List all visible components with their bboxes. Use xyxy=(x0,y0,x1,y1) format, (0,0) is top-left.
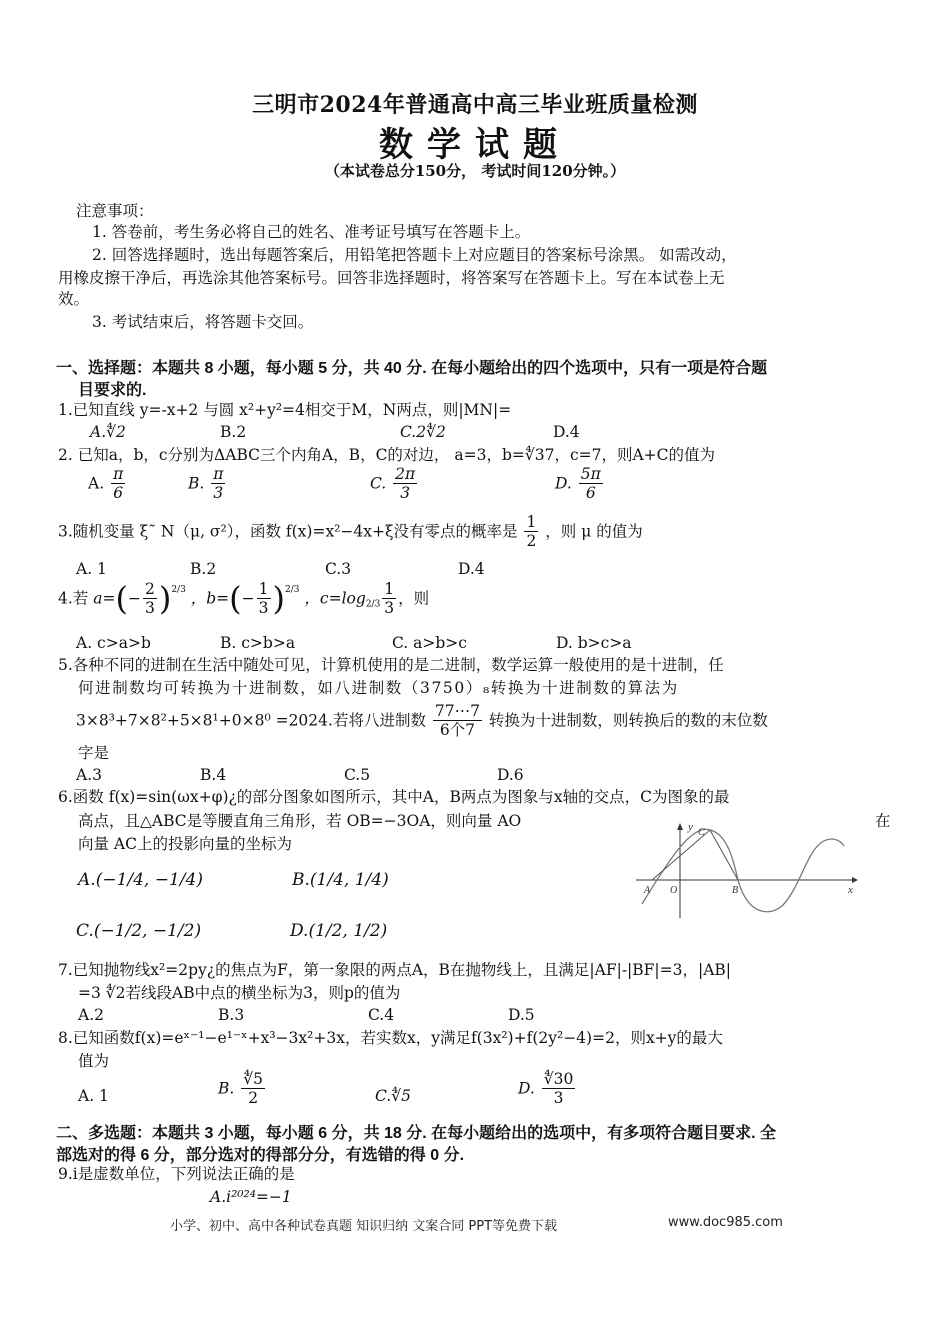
q8-line-2: 值为 xyxy=(78,1052,110,1070)
q9-stem: 9.i是虚数单位，下列说法正确的是 xyxy=(58,1165,295,1183)
section2-heading-cont: 部选对的得 6 分，部分选对的得部分分，有选错的得 0 分. xyxy=(56,1147,465,1164)
q4-a-exponent: 2/3 xyxy=(171,585,186,595)
q1-option-d: D.4 xyxy=(553,423,580,441)
notice-item-1: 1. 答卷前，考生务必将自己的姓名、准考证号填写在答题卡上。 xyxy=(92,223,531,241)
exam-note: （本试卷总分150分， 考试时间120分钟。） xyxy=(324,162,626,180)
q4-b-exponent: 2/3 xyxy=(285,585,300,595)
q4-c-den: 3 xyxy=(384,599,395,617)
q6-option-a-label: A. xyxy=(78,870,96,890)
q6-line-2-tail: 在 xyxy=(875,812,891,830)
q2-option-d xyxy=(555,465,605,502)
q2-b-num: π xyxy=(213,465,224,483)
q4-c-base: 2/3 xyxy=(365,599,381,610)
q2-option-a xyxy=(88,465,127,502)
q6-option-d-label: D. xyxy=(290,921,309,941)
q4-a-den: 3 xyxy=(144,599,155,617)
footer-text: 小学、初中、高中各种试卷真题 知识归纳 文案合同 PPT等免费下载 xyxy=(170,1219,558,1234)
q7-option-c: C.4 xyxy=(368,1006,395,1024)
q8-d-den: 3 xyxy=(553,1089,564,1107)
q6-line-2: 高点，且△ABC是等腰直角三角形，若 OB=−3OA，则向量 AO xyxy=(78,812,522,830)
q4-b-minus: − xyxy=(241,589,255,608)
q6-option-c xyxy=(76,921,201,941)
q3-option-b: B.2 xyxy=(190,560,217,578)
q3-stem xyxy=(58,513,643,550)
q2-stem: 2. 已知a，b，c分别为ΔABC三个内角A，B，C的对边， a=3，b=∜37，c=7，则A+C的值为 xyxy=(58,446,716,464)
q5-option-c: C.5 xyxy=(344,766,371,784)
q7-line-1: 7.已知抛物线x²=2py¿的焦点为F，第一象限的两点A，B在抛物线上，且满足|AF|-|BF|=3，|AB| xyxy=(58,961,732,979)
q2-option-c-fraction xyxy=(393,465,417,502)
q4-option-a: A. c>a>b xyxy=(76,634,151,652)
q2-option-a-label: A. xyxy=(88,474,105,493)
q3-option-d: D.4 xyxy=(458,560,485,578)
q5-line-3-text: 3×8³+7×8²+5×8¹+0×8⁰ =2024.若将八进制数 xyxy=(76,711,426,730)
q3-option-a: A. 1 xyxy=(76,560,107,578)
q8-line-1: 8.已知函数f(x)=eˣ⁻¹−e¹⁻ˣ+x³−3x²+3x，若实数x，y满足f(3x²)+f(2y²−4)=2，则x+y的最大 xyxy=(58,1029,723,1047)
q1-option-b: B.2 xyxy=(220,423,247,441)
q8-option-d-label: D. xyxy=(518,1079,535,1098)
q8-option-a: A. 1 xyxy=(78,1087,109,1105)
q2-d-num: 5π xyxy=(580,465,601,483)
q2-b-den: 3 xyxy=(213,484,224,502)
q4-option-d: D. b>c>a xyxy=(556,634,632,652)
q6-option-c-value: (−1/2, −1/2) xyxy=(93,921,202,941)
q5-option-a: A.3 xyxy=(76,766,102,784)
q4-stem xyxy=(58,580,429,617)
q4-b-expr: ，b= xyxy=(190,589,230,608)
q5-octal-number xyxy=(433,702,482,739)
q5-line-3-tail: 转换为十进制数，则转换后的数的末位数 xyxy=(488,711,768,730)
q5-octal-bottom: 6个7 xyxy=(439,721,476,739)
q4-c-fraction xyxy=(382,580,396,617)
q4-b-fraction xyxy=(257,580,271,617)
q8-option-d-fraction xyxy=(542,1070,576,1107)
q4-a-paren-open: ( xyxy=(115,579,128,618)
q5-line-2: 何进制数均可转换为十进制数，如八进制数（3750）₈转换为十进制数的算法为 xyxy=(78,679,679,697)
notice-item-2-end: 效。 xyxy=(58,290,90,308)
q8-b-num: ∜5 xyxy=(243,1070,264,1088)
q7-option-a: A.2 xyxy=(78,1006,104,1024)
q4-b-paren-open: ( xyxy=(229,579,242,618)
notice-item-2-cont: 用橡皮擦干净后，再选涂其他答案标号。回答非选择题时，将答案写在答题卡上。写在本试卷上无 xyxy=(58,269,725,287)
q2-option-b-label: B. xyxy=(188,474,205,493)
q3-num: 1 xyxy=(526,513,537,531)
graph-origin-label: O xyxy=(670,885,678,896)
q6-option-b-value: (1/4, 1/4) xyxy=(309,870,389,890)
graph-point-c-label: C xyxy=(698,827,705,838)
q2-option-b xyxy=(188,465,227,502)
q6-option-d xyxy=(290,921,387,941)
q8-d-num: ∜30 xyxy=(543,1070,574,1088)
q4-label: 4.若 xyxy=(58,589,89,608)
q4-a-num: 2 xyxy=(144,580,155,598)
graph-point-b-label: B xyxy=(732,885,739,896)
q4-option-b: B. c>b>a xyxy=(220,634,296,652)
q6-line-1: 6.函数 f(x)=sin(ωx+φ)¿的部分图象如图所示，其中A，B两点为图象与x轴的交点，C为图象的最 xyxy=(58,788,730,806)
graph-point-a-label: A xyxy=(644,885,651,896)
q6-option-b-label: B. xyxy=(292,870,310,890)
q4-a-fraction xyxy=(143,580,157,617)
q6-option-d-value: (1/2, 1/2) xyxy=(308,921,388,941)
exam-title: 三明市2024年普通高中高三毕业班质量检测 xyxy=(252,92,698,118)
q2-option-d-fraction xyxy=(579,465,603,502)
graph-segment-cb xyxy=(710,830,738,880)
section2-heading: 二、多选题：本题共 3 小题，每小题 6 分，共 18 分. 在每小题给出的选项中，有多项符合题目要求. 全 xyxy=(56,1125,777,1142)
q3-option-c: C.3 xyxy=(325,560,352,578)
q1-option-a: A.∜2 xyxy=(90,423,126,441)
q8-b-den: 2 xyxy=(248,1089,259,1107)
q8-option-b xyxy=(218,1070,267,1107)
q3-probability-fraction xyxy=(524,513,538,550)
notice-item-3: 3. 考试结束后，将答题卡交回。 xyxy=(92,313,314,331)
q4-a-expr: a= xyxy=(93,589,116,608)
q5-line-4: 字是 xyxy=(78,744,110,762)
q2-option-b-fraction xyxy=(211,465,225,502)
q2-a-num: π xyxy=(113,465,124,483)
q2-option-c xyxy=(370,465,419,502)
q6-option-b xyxy=(292,870,389,890)
graph-x-arrow xyxy=(852,877,858,883)
q4-a-minus: − xyxy=(127,589,141,608)
q5-line-1: 5.各种不同的进制在生活中随处可见，计算机使用的是二进制，数学运算一般使用的是十进制，任 xyxy=(58,656,724,674)
q4-b-den: 3 xyxy=(258,599,269,617)
q4-c-expr: ，c=log xyxy=(304,589,366,608)
graph-y-label: y xyxy=(688,821,693,833)
q2-option-a-fraction xyxy=(111,465,125,502)
q2-d-den: 6 xyxy=(585,484,596,502)
q3-stem-tail: ，则 μ 的值为 xyxy=(545,522,643,541)
q4-b-paren-close: ) xyxy=(272,579,285,618)
q6-line-3: 向量 AC上的投影向量的坐标为 xyxy=(78,835,292,853)
q2-c-den: 3 xyxy=(400,484,411,502)
q5-line-3 xyxy=(76,702,768,739)
section1-heading-cont: 目要求的. xyxy=(78,382,147,399)
q2-c-num: 2π xyxy=(395,465,416,483)
graph-x-label: x xyxy=(848,884,853,896)
q9-option-a: A.i²⁰²⁴=−1 xyxy=(210,1188,292,1206)
q4-b-num: 1 xyxy=(258,580,269,598)
q2-a-den: 6 xyxy=(113,484,124,502)
q5-option-b: B.4 xyxy=(200,766,227,784)
q8-option-b-label: B. xyxy=(218,1079,235,1098)
q6-option-c-label: C. xyxy=(76,921,94,941)
q4-a-paren-close: ) xyxy=(158,579,172,618)
q5-option-d: D.6 xyxy=(497,766,524,784)
q7-option-b: B.3 xyxy=(218,1006,245,1024)
q2-option-c-label: C. xyxy=(370,474,387,493)
q6-sine-graph xyxy=(630,818,860,920)
graph-sine-curve xyxy=(642,829,844,911)
q6-option-a-value: (−1/4, −1/4) xyxy=(95,870,203,890)
q8-option-d xyxy=(518,1070,577,1107)
graph-y-arrow xyxy=(677,823,683,830)
notice-item-2: 2. 回答选择题时，选出每题答案后，用铅笔把答题卡上对应题目的答案标号涂黑。 如需改动， xyxy=(92,246,737,264)
q8-option-b-fraction xyxy=(241,1070,265,1107)
q7-option-d: D.5 xyxy=(508,1006,535,1024)
q3-den: 2 xyxy=(526,532,537,550)
q4-c-num: 1 xyxy=(384,580,395,598)
footer-link[interactable]: www.doc985.com xyxy=(668,1215,783,1230)
q2-option-d-label: D. xyxy=(555,474,572,493)
q1-option-c: C.2∜2 xyxy=(400,423,446,441)
q1-stem: 1.已知直线 y=-x+2 与圆 x²+y²=4相交于M，N两点，则|MN|= xyxy=(58,401,512,419)
q3-stem-text: 3.随机变量 ξ˜ N（μ, σ²），函数 f(x)=x²−4x+ξ没有零点的概率是 xyxy=(58,522,518,541)
q7-line-2: =3 ∜2若线段AB中点的横坐标为3，则p的值为 xyxy=(78,984,401,1002)
q6-option-a xyxy=(78,870,203,890)
q4-option-c: C. a>b>c xyxy=(392,634,467,652)
notice-heading: 注意事项： xyxy=(76,202,154,220)
q4-tail: ，则 xyxy=(398,589,430,608)
subject-title: 数学试题 xyxy=(379,125,571,165)
section1-heading: 一、选择题：本题共 8 小题，每小题 5 分，共 40 分. 在每小题给出的四个选项中，只有一项是符合题 xyxy=(56,360,768,377)
q5-octal-top: 77⋯7 xyxy=(434,702,480,720)
q8-option-c: C.∜5 xyxy=(375,1087,411,1105)
